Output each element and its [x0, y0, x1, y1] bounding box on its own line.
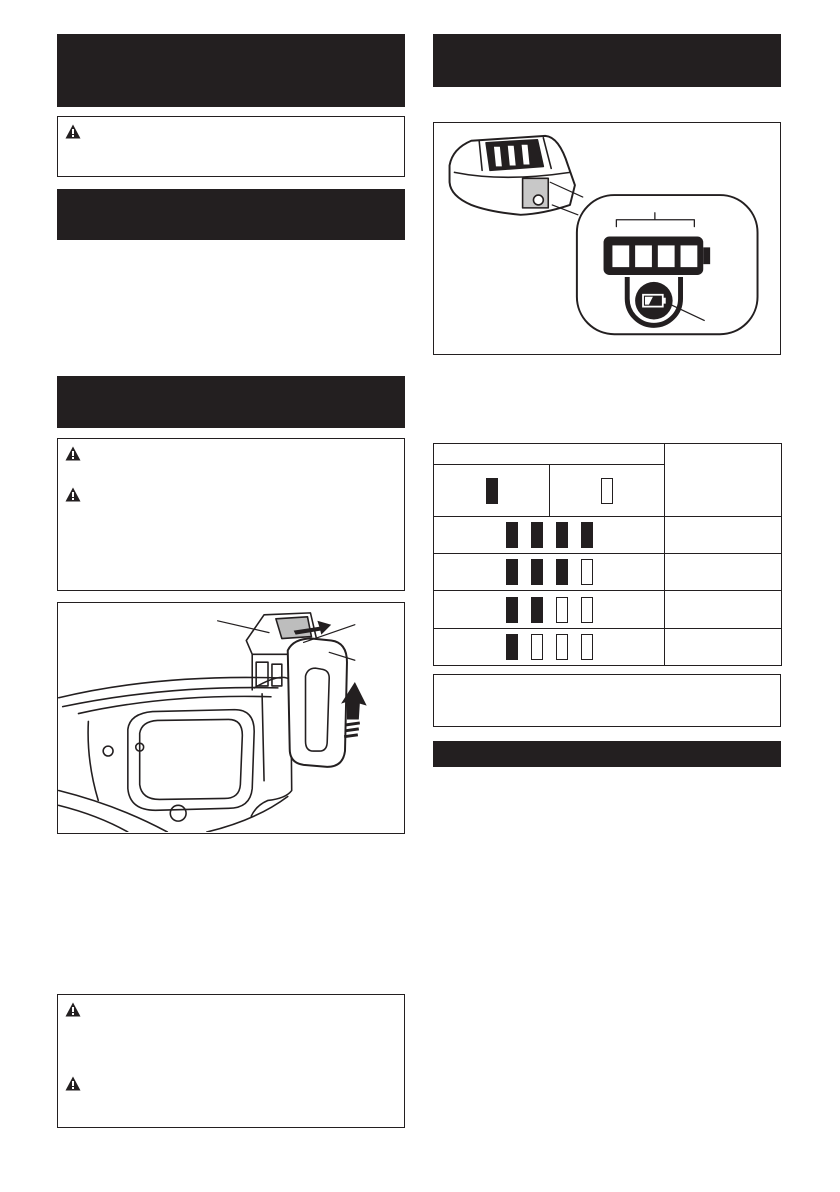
note-box: [433, 674, 781, 727]
section-header-bar: [433, 34, 781, 87]
battery-removal-figure: [57, 602, 405, 834]
indicator-lamp-off: [581, 559, 593, 585]
section-header-bar: [433, 741, 781, 767]
indicator-lamp-lit: [506, 597, 518, 623]
indicator-row-capacity: [665, 554, 782, 591]
indicator-lamp-lit: [506, 559, 518, 585]
indicator-row-capacity: [665, 591, 782, 629]
indicator-lamp-lit: [556, 522, 568, 548]
indicator-row-lamps: [434, 591, 665, 629]
indicator-lamp-off: [581, 634, 593, 660]
battery-illustration: [434, 123, 779, 353]
indicator-row-capacity: [665, 629, 782, 666]
section-header-bar: [57, 189, 405, 240]
indicator-lamp-off: [601, 478, 613, 504]
indicator-lamp-lit: [556, 559, 568, 585]
indicator-row-capacity: [665, 517, 782, 554]
check-button: [635, 282, 673, 320]
section-header-bar: [57, 376, 405, 428]
warning-box: [57, 438, 405, 591]
tool-illustration: [58, 603, 403, 832]
indicator-lamp-off: [531, 634, 543, 660]
warning-icon: [65, 124, 81, 139]
charge-indicator-table: [433, 443, 782, 666]
legend-lit-cell: [434, 465, 550, 517]
indicator-lamp-off: [556, 634, 568, 660]
indicator-lamp-off: [581, 597, 593, 623]
indicator-lamp-lit: [486, 478, 498, 504]
release-button: [276, 617, 312, 639]
battery-indicator-figure: [433, 122, 781, 355]
remaining-capacity-header-cell: [665, 444, 782, 517]
indicator-row-lamps: [434, 629, 665, 666]
warning-icon: [65, 1076, 81, 1091]
warning-icon: [65, 487, 81, 502]
warning-box: [57, 994, 405, 1128]
warning-icon: [65, 1002, 81, 1017]
indicator-header-cell: [434, 444, 665, 465]
indicator-lamp-lit: [506, 522, 518, 548]
section-header-bar: [57, 34, 405, 107]
indicator-lamp-off: [556, 597, 568, 623]
warning-icon: [65, 446, 81, 461]
warning-box: [57, 116, 405, 177]
indicator-lamp-lit: [531, 559, 543, 585]
indicator-lamp-lit: [581, 522, 593, 548]
indicator-row-lamps: [434, 554, 665, 591]
battery-pack: [288, 639, 347, 767]
charge-gauge: [604, 237, 711, 275]
legend-off-cell: [550, 465, 665, 517]
indicator-lamp-lit: [531, 522, 543, 548]
indicator-lamp-lit: [506, 634, 518, 660]
indicator-row-lamps: [434, 517, 665, 554]
indicator-lamp-lit: [531, 597, 543, 623]
